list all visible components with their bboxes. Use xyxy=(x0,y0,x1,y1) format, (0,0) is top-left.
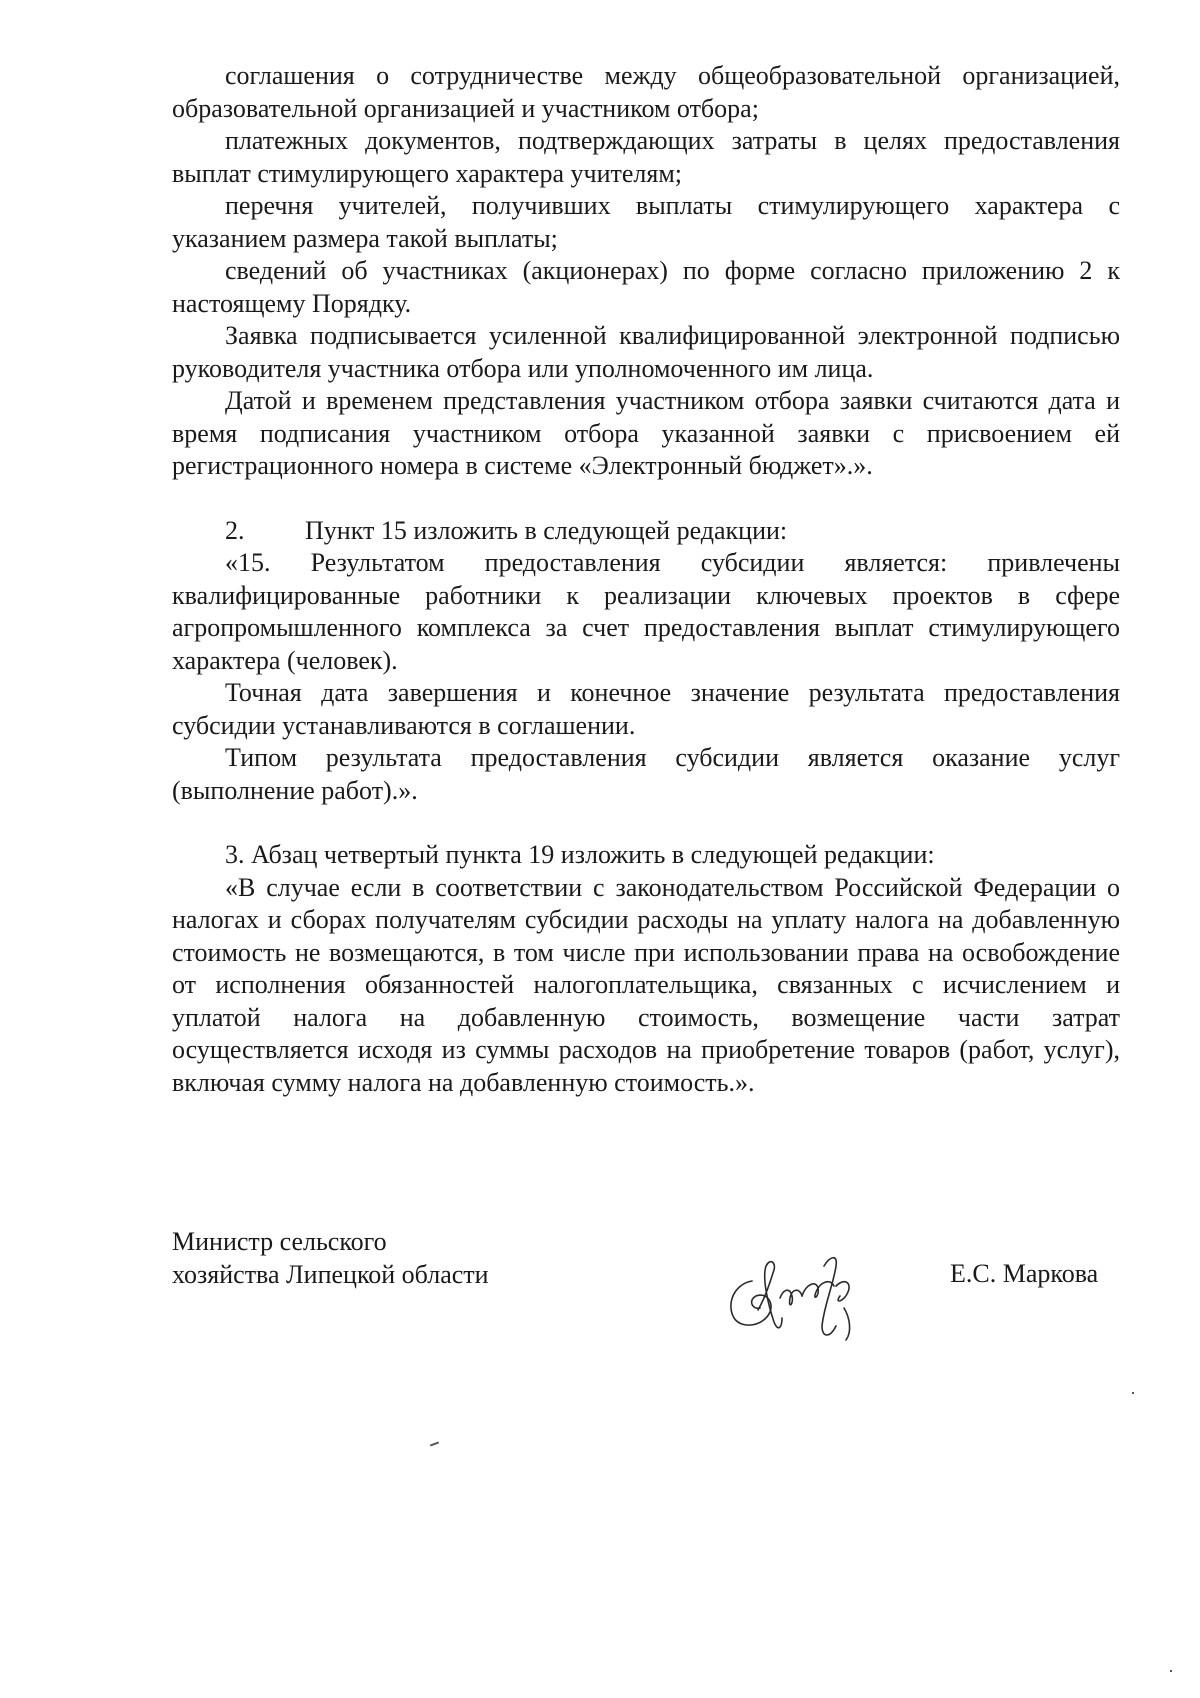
paragraph-agreement: соглашения о сотрудничестве между общеобразовательной организацией, образовательной организацией и участником отбора; xyxy=(172,61,1120,123)
item-2-completion-date: Точная дата завершения и конечное значение результата предоставления субсидии устанавливаются в соглашении. xyxy=(172,678,1120,740)
signer-position-line-1: Министр сельского xyxy=(172,1227,387,1256)
scan-speck xyxy=(1170,1670,1172,1672)
paragraph-submission-date: Датой и временем представления участником отбора заявки считаются дата и время подписания участником отбора указанной заявки с присвоением ей регистрационного номера в системе «Электронный бюджет».». xyxy=(172,386,1120,480)
item-2-result: «15. Результатом предоставления субсидии является: привлечены квалифицированные работники к реализации ключевых проектов в сфере агропромышленного комплекса за счет предоставления выплат стимулирующего характера (человек). xyxy=(172,548,1120,675)
paragraph-teachers-list: перечня учителей, получивших выплаты стимулирующего характера с указанием размера такой выплаты; xyxy=(172,191,1120,253)
item-3-heading: 3. Абзац четвертый пункта 19 изложить в следующей редакции: xyxy=(225,840,935,869)
signer-position xyxy=(172,1226,489,1291)
scan-speck xyxy=(430,1442,439,1447)
handwritten-signature-icon xyxy=(712,1226,882,1346)
paragraph-application-signature: Заявка подписывается усиленной квалифицированной электронной подписью руководителя участника отбора или уполномоченного им лица. xyxy=(172,321,1120,383)
item-2-result-type: Типом результата предоставления субсидии является оказание услуг (выполнение работ).». xyxy=(172,743,1120,805)
item-2-heading xyxy=(172,515,1120,548)
paragraph-payment-documents: платежных документов, подтверждающих затраты в целях предоставления выплат стимулирующего характера учителям; xyxy=(172,126,1120,188)
paragraph-shareholders: сведений об участниках (акционерах) по форме согласно приложению 2 к настоящему Порядку. xyxy=(172,256,1120,318)
item-2-heading-text: Пункт 15 изложить в следующей редакции: xyxy=(305,515,788,545)
signer-position-line-2: хозяйства Липецкой области xyxy=(172,1259,489,1289)
signer-name: Е.С. Маркова xyxy=(950,1259,1099,1288)
item-2-number: 2. xyxy=(225,515,245,545)
document-body xyxy=(172,60,1120,1099)
item-3-vat-paragraph: «В случае если в соответствии с законодательством Российской Федерации о налогах и сборах получателям субсидии расходы на уплату налога на добавленную стоимость не возмещаются, в том числе при использовании права на освобождение от исполнения обязанностей налогоплательщика, связанных с исчислением и уплатой налога на добавленную стоимость, возмещение части затрат осуществляется исходя из суммы расходов на приобретение товаров (работ, услуг), включая сумму налога на добавленную стоимость.». xyxy=(172,872,1120,1097)
scan-speck xyxy=(1132,1392,1134,1394)
